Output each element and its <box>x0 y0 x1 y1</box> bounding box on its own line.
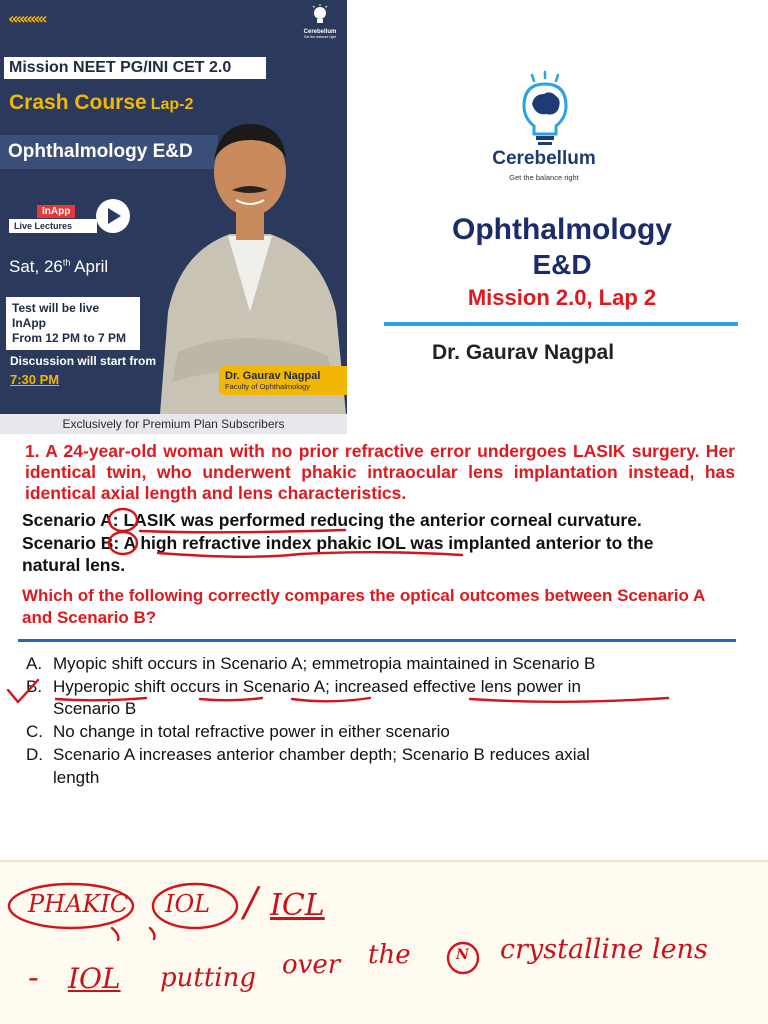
option-b-continued: Scenario B <box>53 699 137 718</box>
scenario-b-continued: natural lens. <box>22 555 126 575</box>
option-text: Hyperopic shift occurs in Scenario A; increased effective lens power in <box>53 677 581 696</box>
mission-label: Mission 2.0, Lap 2 <box>467 285 657 310</box>
option-b <box>26 676 736 698</box>
scenario-a: Scenario A: LASIK was performed reducing the anterior corneal curvature. <box>22 510 642 530</box>
option-letter: D. <box>26 745 43 764</box>
course-name: Crash Course <box>9 91 147 114</box>
date-suffix: th <box>62 257 71 268</box>
note-crystalline-lens: crystalline lens <box>500 934 708 965</box>
discussion-time: 7:30 PM <box>10 372 60 387</box>
scenario-b: Scenario B: A high refractive index phakic IOL was implanted anterior to the <box>22 533 654 553</box>
note-phakic: PHAKIC <box>28 890 129 918</box>
note-iol-2: IOL <box>68 962 121 995</box>
note-dash: - <box>28 958 39 996</box>
lap-label: Lap-2 <box>150 96 194 113</box>
test-line-1: Test will be live InApp <box>12 301 100 330</box>
question-stem: 1. A 24-year-old woman with no prior refractive error undergoes LASIK surgery. Her identical twin, who underwent phakic intraocular lens implantation instead, has identical axial length and lens characteristics. <box>25 441 735 503</box>
title-divider <box>384 322 738 326</box>
bulb-icon <box>310 4 330 26</box>
note-iol: IOL <box>165 890 211 918</box>
discussion-label: Discussion will start from <box>10 354 157 368</box>
test-info-box <box>6 297 140 350</box>
option-letter: C. <box>26 722 43 741</box>
option-d-continued: length <box>53 768 100 787</box>
note-slash: / <box>244 880 258 926</box>
option-text: Scenario A increases anterior chamber depth; Scenario B reduces axial <box>53 745 590 764</box>
question-ask: Which of the following correctly compares the optical outcomes between Scenario A and Scenario B? <box>22 586 705 627</box>
option-letter: A. <box>26 654 43 673</box>
faculty-name-box <box>219 366 347 395</box>
test-line-2: From 12 PM to 7 PM <box>12 331 127 345</box>
page-title: Ophthalmology <box>452 213 672 246</box>
play-icon <box>96 199 130 233</box>
option-text: No change in total refractive power in either scenario <box>53 722 450 741</box>
note-over: over <box>282 950 341 980</box>
inapp-live-badge <box>9 201 97 233</box>
course-banner <box>0 0 347 414</box>
date-month: April <box>70 257 109 276</box>
option-c <box>26 721 736 743</box>
brand-name: Cerebellum <box>492 148 596 169</box>
banner-logo-tagline: Get the balance right <box>303 35 337 39</box>
faculty-name: Dr. Gaurav Nagpal <box>225 370 321 382</box>
option-d <box>26 744 736 766</box>
brand-tagline: Get the balance right <box>509 173 579 182</box>
live-lectures-label: Live Lectures <box>9 219 97 233</box>
options-divider <box>18 639 736 642</box>
lecture-date <box>9 257 108 277</box>
subject-chip: Ophthalmology E&D <box>0 135 218 169</box>
option-text: Myopic shift occurs in Scenario A; emmetropia maintained in Scenario B <box>53 654 596 673</box>
banner-logo-name: Cerebellum <box>303 29 337 35</box>
note-circled-letter: N <box>456 947 469 963</box>
banner-logo <box>296 4 344 39</box>
note-the: the <box>368 940 411 970</box>
date-text: Sat, 26 <box>9 257 63 276</box>
inapp-label: InApp <box>37 205 75 218</box>
note-putting: putting <box>160 963 256 993</box>
option-a <box>26 653 736 675</box>
faculty-role: Faculty of Ophthalmology <box>225 382 311 391</box>
page-subtitle: E&D <box>532 249 592 280</box>
premium-note: Exclusively for Premium Plan Subscribers <box>0 414 347 434</box>
doctor-name: Dr. Gaurav Nagpal <box>432 341 615 364</box>
note-icl: ICL <box>270 888 325 923</box>
cerebellum-bulb-icon <box>510 68 580 158</box>
chevrons-decoration: ««««« <box>8 9 45 28</box>
program-chip: Mission NEET PG/INI CET 2.0 <box>4 57 266 79</box>
option-letter: B. <box>26 677 43 696</box>
